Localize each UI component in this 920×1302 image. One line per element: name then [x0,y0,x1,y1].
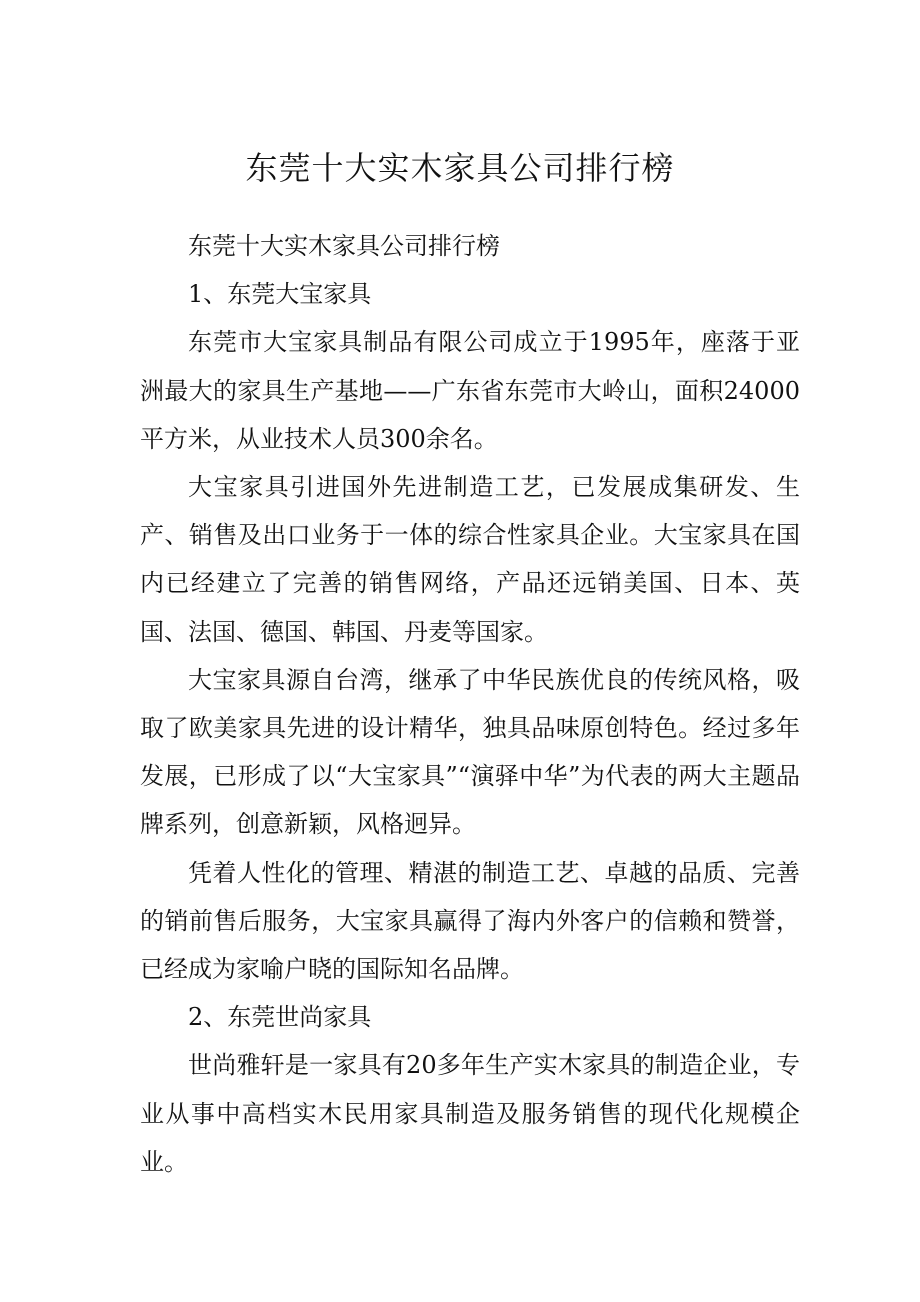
document-title: 东莞十大实木家具公司排行榜 [245,149,675,187]
subtitle-paragraph: 东莞十大实木家具公司排行榜 [188,232,500,260]
body-paragraph: 世尚雅轩是一家具有20多年生产实木家具的制造企业，专业从事中高档实木民用家具制造及服务销售的现代化规模企业。 [140,1051,800,1176]
section-heading-2: 2、东莞世尚家具 [188,1003,372,1032]
body-paragraph: 凭着人性化的管理、精湛的制造工艺、卓越的品质、完善的销前售后服务，大宝家具赢得了海内外客户的信赖和赞誉，已经成为家喻户晓的国际知名品牌。 [140,858,800,984]
document-body [140,222,800,1186]
body-paragraph: 东莞市大宝家具制品有限公司成立于1995年，座落于亚洲最大的家具生产基地——广东省东莞市大岭山，面积24000平方米，从业技术人员300余名。 [140,328,800,453]
section-heading-1: 1、东莞大宝家具 [188,280,372,309]
body-paragraph: 大宝家具引进国外先进制造工艺，已发展成集研发、生产、销售及出口业务于一体的综合性家具企业。大宝家具在国内已经建立了完善的销售网络，产品还远销美国、日本、英国、法国、德国、韩国、丹麦等国家。 [140,473,800,646]
body-paragraph: 大宝家具源自台湾，继承了中华民族优良的传统风格，吸取了欧美家具先进的设计精华，独具品味原创特色。经过多年发展，已形成了以“大宝家具”“演驿中华”为代表的两大主题品牌系列，创意新颖，风格迥异。 [140,665,800,839]
